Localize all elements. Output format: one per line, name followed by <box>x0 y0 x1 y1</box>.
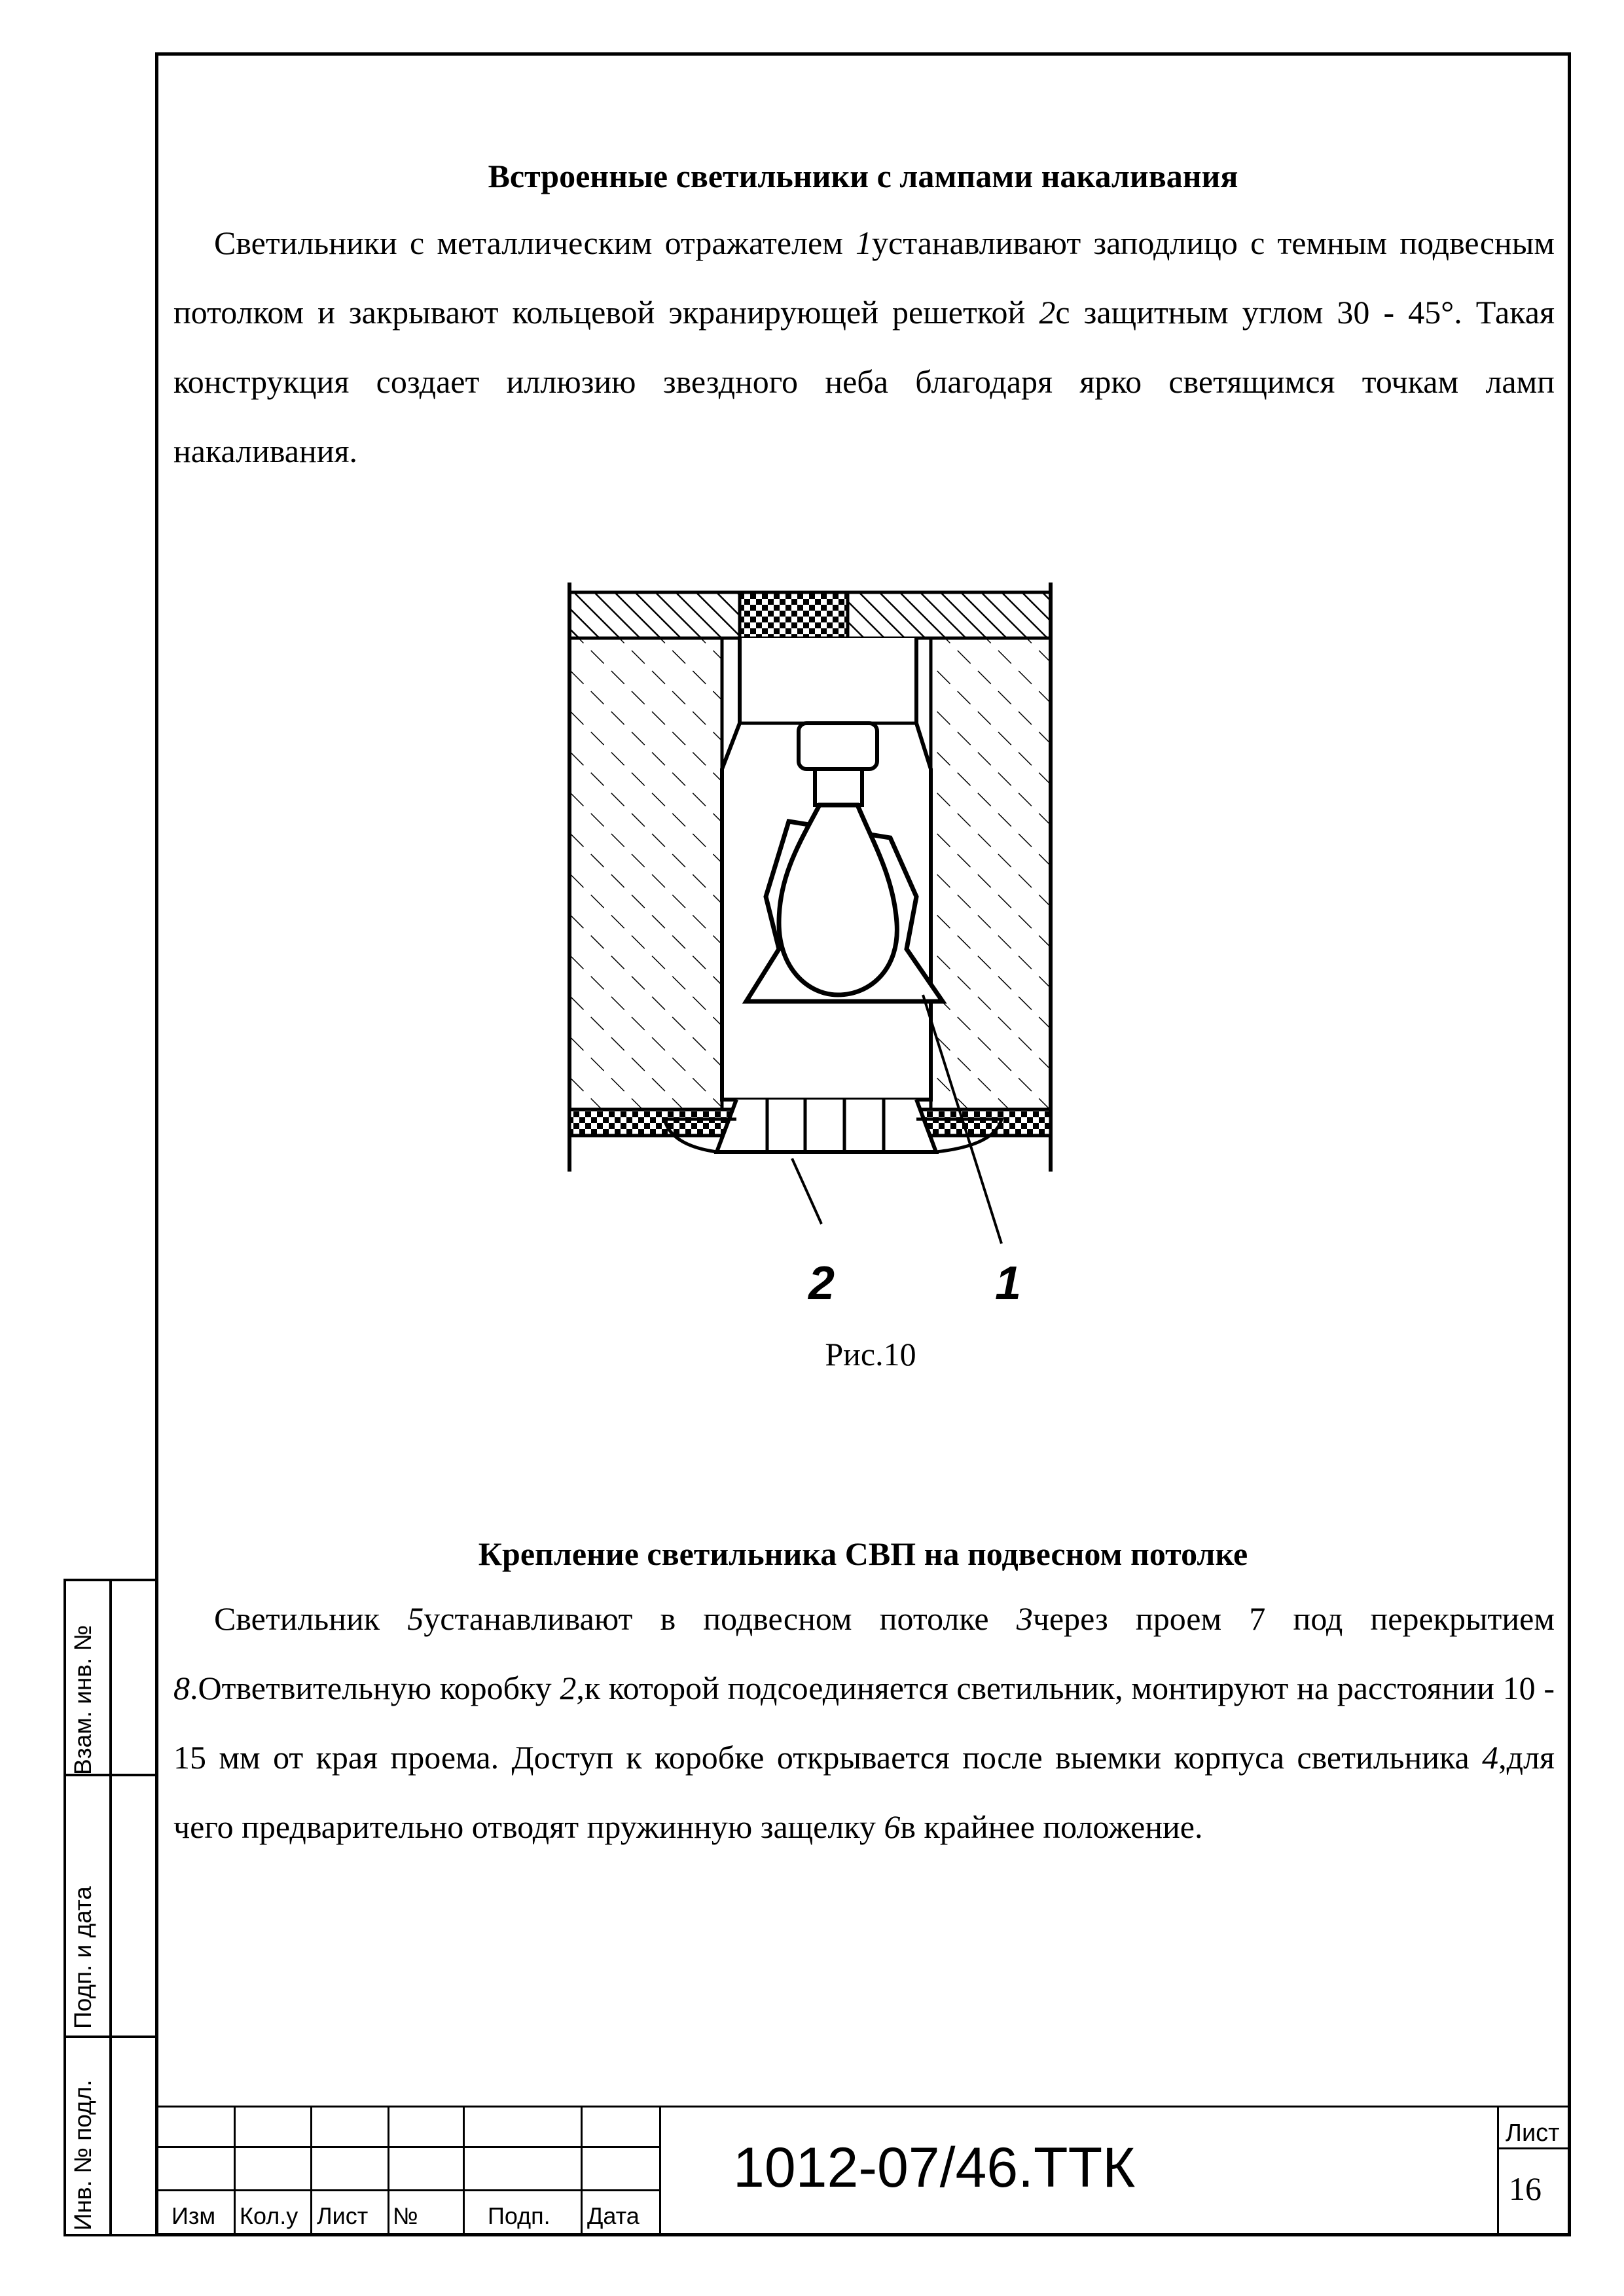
side-stamp-top-line <box>63 1579 155 1581</box>
side-stamp-divider <box>109 1579 112 2236</box>
side-stamp-bottom-line <box>63 2234 155 2236</box>
header-podp: Подп. <box>488 2202 550 2229</box>
suspended-ceiling-left <box>569 1109 736 1136</box>
header-kolu: Кол.у <box>240 2202 298 2229</box>
title-block-top-line <box>155 2106 1571 2108</box>
lamp-neck <box>815 769 862 805</box>
figure-caption: Рис.10 <box>825 1336 916 1372</box>
hatched-block-right <box>931 638 1051 1109</box>
ceiling-slab-insert <box>740 592 848 638</box>
document-code: 1012-07/46.ТТК <box>733 2136 1136 2199</box>
title-block-col-1 <box>234 2106 236 2236</box>
title-block-col-4 <box>463 2106 465 2236</box>
title-block-col-6 <box>659 2106 661 2236</box>
figure-label-1: 1 <box>994 1257 1022 1302</box>
title-block-row-line-2 <box>155 2189 659 2191</box>
header-num: № <box>393 2202 418 2229</box>
title-block-row-line-1 <box>155 2146 659 2148</box>
lamp-socket <box>799 723 877 769</box>
title-block-col-sheet <box>1497 2106 1499 2236</box>
section1-heading: Встроенные светильники с лампами накаливания <box>488 158 1238 194</box>
section2-heading: Крепление светильника СВП на подвесном потолке <box>478 1535 1248 1572</box>
side-label-podp: Подп. и дата <box>69 1886 96 2029</box>
side-label-vzam: Взам. инв. № <box>69 1624 96 1775</box>
louvre-ring <box>717 1100 936 1152</box>
title-block-col-3 <box>388 2106 389 2236</box>
title-block-sheet-line <box>1497 2147 1571 2149</box>
header-list: Лист <box>317 2202 369 2229</box>
side-stamp-left-border <box>63 1579 66 2236</box>
hatched-block-left <box>569 638 722 1109</box>
sheet-number: 16 <box>1509 2170 1542 2207</box>
ceiling-slab-right <box>848 592 1051 638</box>
title-block-col-2 <box>310 2106 312 2236</box>
side-stamp-line-2 <box>63 2036 155 2038</box>
section2-paragraph: Светильник 5устанавливают в подвесном потолке 3через проем 7 под перекрытием 8.Ответвительную коробку 2,к которой подсоединяется светильник, монтируют на расстоянии 10 - 15 мм от края проема. Доступ к коробке открывается после выемки корпуса светильника 4,для чего предварительно отводят пружинную защелку 6в крайнее положение. <box>173 1600 1555 1845</box>
header-data: Дата <box>587 2202 640 2229</box>
title-block-col-5 <box>581 2106 583 2236</box>
section1-paragraph: Светильники с металлическим отражателем 1устанавливают заподлицо с темным подвесным потолком и закрывают кольцевой экранирующей решеткой 2с защитным углом 30 - 45°. Такая конструкция создает иллюзию звездного неба благодаря ярко светящимся точкам ламп накаливания. <box>173 224 1555 469</box>
luminaire-figure <box>550 569 1165 1302</box>
ceiling-slab-left <box>569 592 740 638</box>
figure-label-2: 2 <box>808 1257 835 1302</box>
suspended-ceiling-right <box>916 1109 1051 1136</box>
side-label-inv: Инв. № подл. <box>69 2079 96 2231</box>
header-izm: Изм <box>171 2202 216 2229</box>
leader-line-2 <box>792 1158 821 1224</box>
sheet-label: Лист <box>1506 2119 1560 2147</box>
